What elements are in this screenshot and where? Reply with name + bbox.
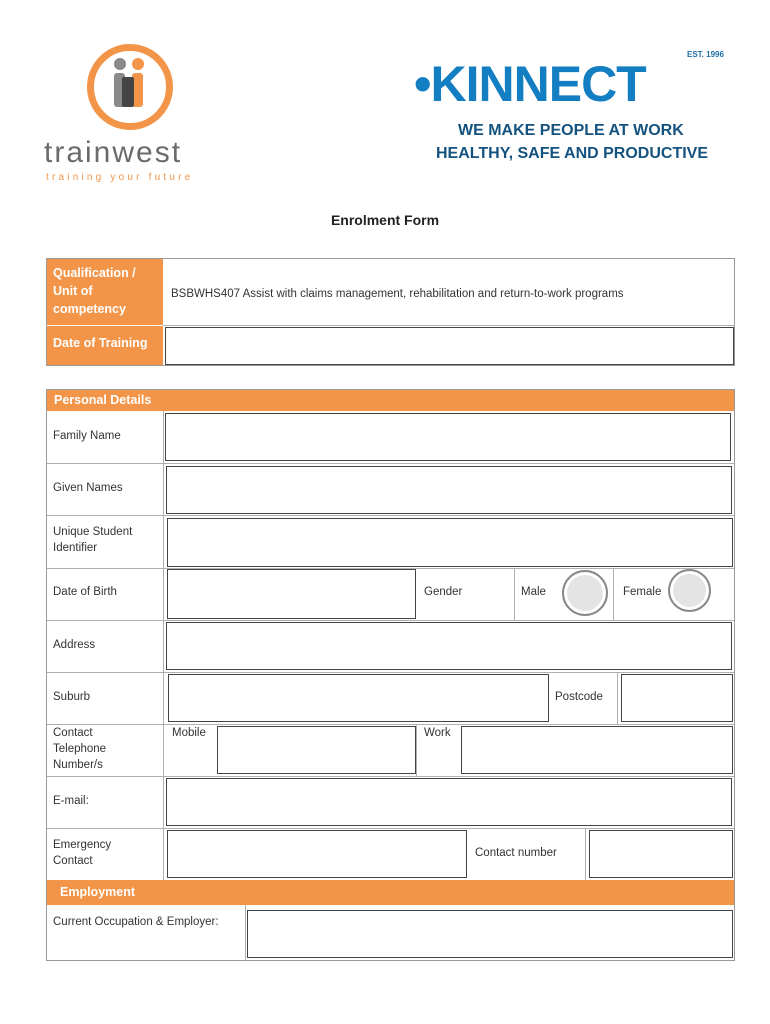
given-names-label: Given Names (53, 482, 123, 494)
emergency-label: Emergency Contact (53, 839, 112, 867)
male-label: Male (521, 586, 546, 598)
email-input[interactable] (166, 778, 732, 826)
mobile-label: Mobile (172, 727, 206, 739)
postcode-input[interactable] (621, 674, 733, 722)
usi-label: Unique Student Identifier (53, 526, 133, 554)
kinnect-tagline-2: HEALTHY, SAFE AND PRODUCTIVE (436, 145, 709, 162)
postcode-label: Postcode (555, 691, 603, 703)
work-input[interactable] (461, 726, 733, 774)
emergency-contact-input[interactable] (167, 830, 467, 878)
contact-number-label: Contact number (475, 847, 557, 859)
dob-input[interactable] (167, 569, 416, 619)
email-label: E-mail: (53, 795, 89, 807)
family-name-input[interactable] (165, 413, 731, 461)
contact-number-input[interactable] (589, 830, 733, 878)
qualification-label-cell: Qualification / Unit of competency (47, 259, 163, 325)
trainwest-emblem-icon (87, 44, 173, 130)
dob-label: Date of Birth (53, 586, 117, 598)
female-radio[interactable] (668, 569, 711, 612)
male-radio[interactable] (562, 570, 608, 616)
occupation-input[interactable] (247, 910, 733, 958)
gender-label: Gender (424, 586, 463, 598)
date-label-cell: Date of Training (47, 326, 163, 365)
form-title: Enrolment Form (330, 212, 440, 228)
trainwest-tagline: training your future (46, 172, 194, 183)
work-label: Work (424, 727, 451, 739)
kinnect-tagline-1: WE MAKE PEOPLE AT WORK (458, 122, 684, 139)
suburb-input[interactable] (168, 674, 549, 722)
family-name-label: Family Name (53, 430, 121, 442)
address-input[interactable] (166, 622, 732, 670)
date-of-training-input[interactable] (165, 327, 734, 365)
qualification-value: BSBWHS407 Assist with claims management, rehabilitation and return-to-work programs (171, 288, 624, 300)
kinnect-name: •KINNECT (414, 56, 646, 112)
phone-label: Contact Telephone Number/s (53, 727, 107, 771)
usi-input[interactable] (167, 518, 733, 567)
personal-details-header: Personal Details (47, 390, 734, 411)
trainwest-name: trainwest (44, 136, 183, 169)
kinnect-est: EST. 1996 (687, 50, 724, 59)
occupation-label: Current Occupation & Employer: (53, 916, 219, 928)
given-names-input[interactable] (166, 466, 732, 514)
address-label: Address (53, 639, 96, 651)
employment-header: Employment (47, 880, 734, 905)
suburb-label: Suburb (53, 691, 91, 703)
mobile-input[interactable] (217, 726, 416, 774)
female-label: Female (623, 586, 662, 598)
